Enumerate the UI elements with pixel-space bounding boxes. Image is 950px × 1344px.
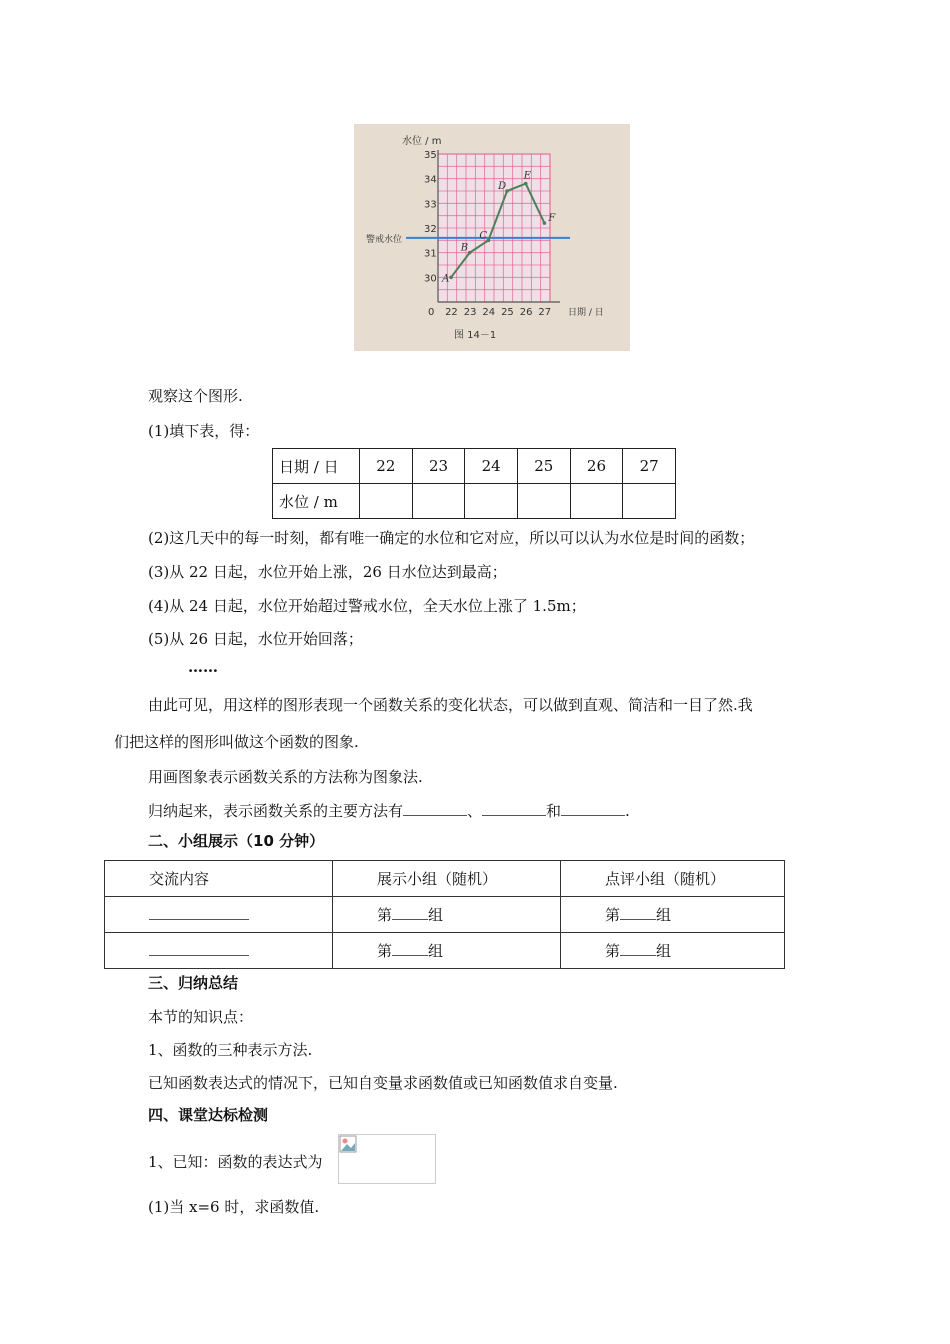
y-tick-label: 30	[424, 273, 437, 285]
question-5: (5)从 26 日起，水位开始回落；	[148, 630, 363, 648]
x-tick-label: 25	[501, 307, 514, 318]
day-cell: 26	[570, 449, 623, 484]
level-input-cell[interactable]	[412, 484, 465, 519]
group-blank[interactable]	[392, 907, 428, 920]
observe-text: 观察这个图形.	[148, 387, 243, 405]
level-header: 水位 / m	[273, 484, 360, 519]
knowledge-title: 本节的知识点：	[148, 1008, 254, 1026]
answer-blank[interactable]	[149, 943, 249, 956]
level-input-cell[interactable]	[360, 484, 413, 519]
day-cell: 24	[465, 449, 518, 484]
x-tick-label: 24	[482, 307, 496, 318]
content-cell	[105, 897, 333, 933]
day-cell: 23	[412, 449, 465, 484]
header-cell: 点评小组（随机）	[561, 861, 785, 897]
water-level-figure	[354, 124, 630, 351]
knowledge-point-2: 已知函数表达式的情况下，已知自变量求函数值或已知函数值求自变量.	[148, 1074, 618, 1092]
answer-blank[interactable]	[482, 803, 546, 816]
day-cell: 22	[360, 449, 413, 484]
point-label: F	[548, 213, 556, 225]
knowledge-point-1: 1、函数的三种表示方法.	[148, 1041, 313, 1059]
y-tick-label: 34	[424, 174, 437, 186]
answer-blank[interactable]	[403, 803, 467, 816]
y-tick-label: 35	[424, 150, 437, 161]
group-suffix: 组	[428, 942, 444, 960]
y-tick-label: 32	[424, 224, 437, 235]
question-3: (3)从 22 日起，水位开始上涨，26 日水位达到最高；	[148, 563, 507, 581]
table-row	[273, 484, 676, 519]
level-input-cell[interactable]	[465, 484, 518, 519]
group-suffix: 组	[656, 906, 672, 924]
question-2: (2)这几天中的每一时刻，都有唯一确定的水位和它对应，所以可以认为水位是时间的函数；	[148, 529, 755, 547]
summary-text	[148, 800, 630, 821]
section-4-heading: 四、课堂达标检测	[148, 1106, 269, 1124]
group-suffix: 组	[656, 942, 672, 960]
x-tick-label: 26	[519, 307, 533, 318]
x-axis-label: 日期 / 日	[568, 308, 604, 318]
exercise-1: 1、已知：函数的表达式为	[148, 1153, 323, 1171]
header-cell: 展示小组（随机）	[333, 861, 561, 897]
point-label: C	[479, 230, 488, 242]
content-cell	[105, 933, 333, 969]
group-blank[interactable]	[392, 943, 428, 956]
section-3-heading: 三、归纳总结	[148, 974, 239, 992]
table-row	[273, 449, 676, 484]
group-blank[interactable]	[620, 943, 656, 956]
summary-prefix: 归纳起来，表示函数关系的主要方法有	[148, 802, 404, 820]
x-tick-label: 23	[463, 307, 477, 318]
group-prefix: 第	[377, 942, 393, 960]
origin-label: 0	[428, 307, 435, 318]
ellipsis: ……	[188, 658, 218, 676]
point-label: D	[498, 181, 507, 192]
answer-blank[interactable]	[149, 907, 249, 920]
figure-caption: 图 14－1	[454, 330, 497, 341]
broken-image-icon	[339, 1135, 357, 1153]
conclusion-line-2: 们把这样的图形叫做这个函数的图象.	[114, 733, 359, 751]
day-cell: 27	[623, 449, 676, 484]
data-point	[524, 182, 528, 186]
water-level-table	[272, 448, 676, 519]
water-level-chart	[354, 124, 630, 351]
question-1: (1)填下表，得：	[148, 422, 260, 440]
method-text: 用画图象表示函数关系的方法称为图象法.	[148, 768, 423, 786]
table-row	[105, 861, 785, 897]
point-label: B	[460, 242, 469, 254]
data-point	[487, 239, 491, 243]
group-cell	[333, 897, 561, 933]
group-blank[interactable]	[620, 907, 656, 920]
group-cell	[333, 933, 561, 969]
level-input-cell[interactable]	[623, 484, 676, 519]
header-cell: 交流内容	[105, 861, 333, 897]
point-label: E	[523, 170, 532, 182]
answer-blank[interactable]	[561, 803, 625, 816]
formula-image-placeholder	[338, 1134, 436, 1184]
level-input-cell[interactable]	[570, 484, 623, 519]
separator: 、	[467, 802, 483, 820]
x-tick-label: 22	[445, 307, 458, 318]
x-tick-label: 27	[538, 307, 552, 318]
y-axis-label: 水位 / m	[402, 136, 442, 147]
point-label: A	[442, 273, 450, 285]
table-row	[105, 897, 785, 933]
day-cell: 25	[517, 449, 570, 484]
level-input-cell[interactable]	[517, 484, 570, 519]
group-prefix: 第	[605, 942, 621, 960]
group-prefix: 第	[605, 906, 621, 924]
question-4: (4)从 24 日起，水位开始超过警戒水位，全天水位上涨了 1.5m；	[148, 597, 586, 615]
exercise-1-part-1: (1)当 x=6 时，求函数值.	[148, 1198, 320, 1216]
conclusion-line-1: 由此可见，用这样的图形表现一个函数关系的变化状态，可以做到直观、简洁和一目了然.我	[148, 696, 753, 714]
group-cell	[561, 933, 785, 969]
group-cell	[561, 897, 785, 933]
group-suffix: 组	[428, 906, 444, 924]
group-prefix: 第	[377, 906, 393, 924]
period: .	[625, 802, 630, 820]
date-header: 日期 / 日	[273, 449, 360, 484]
data-point	[449, 276, 453, 280]
data-point	[468, 251, 472, 255]
separator: 和	[546, 802, 562, 820]
y-tick-label: 31	[424, 248, 437, 260]
data-point	[543, 221, 547, 225]
group-table	[104, 860, 785, 969]
section-2-heading: 二、小组展示（10 分钟）	[148, 832, 325, 850]
y-tick-label: 33	[424, 199, 437, 211]
warning-level-label: 警戒水位	[366, 234, 403, 245]
table-row	[105, 933, 785, 969]
